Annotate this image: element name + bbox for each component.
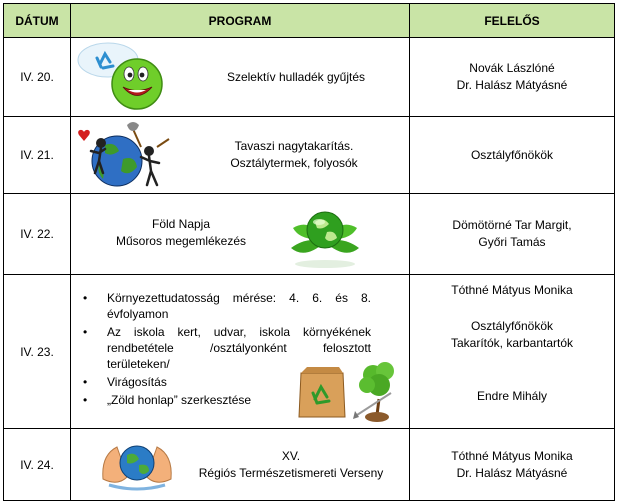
table-row — [4, 194, 615, 275]
program-table — [3, 3, 615, 501]
date-cell: IV. 22. — [4, 194, 71, 275]
program-cell — [71, 117, 410, 194]
responsible-name: Tóthné Mátyus Monika — [451, 283, 573, 297]
recycling-smiley-icon — [75, 40, 175, 112]
date-cell: IV. 23. — [4, 275, 71, 429]
program-line: Osztálytermek, folyosók — [230, 156, 358, 170]
responsible-cell — [410, 429, 615, 501]
responsible-name: Osztályfőnökök — [470, 147, 554, 162]
table-row — [4, 275, 615, 429]
program-text — [81, 216, 281, 250]
program-line: Műsoros megemlékezés — [115, 234, 247, 248]
header-responsible: FELELŐS — [410, 4, 615, 38]
responsible-name: Takarítók, karbantartók — [450, 336, 574, 350]
program-line: Tavaszi nagytakarítás. — [234, 139, 354, 153]
responsible-name: Dr. Halász Mátyásné — [456, 465, 568, 480]
responsible-name: Dr. Halász Mátyásné — [456, 78, 568, 92]
program-text: Szelektív hulladék gyűjtés — [226, 70, 366, 84]
table-row — [4, 38, 615, 117]
header-date: DÁTUM — [4, 4, 71, 38]
responsible-cell — [410, 194, 615, 275]
responsible-cell — [410, 275, 615, 429]
date-cell: IV. 20. — [4, 38, 71, 117]
list-item: • „Zöld honlap” szerkesztése — [71, 392, 371, 408]
program-text — [191, 448, 391, 482]
program-line: XV. — [281, 449, 301, 463]
responsible-name: Novák Lászlóné — [469, 61, 555, 75]
responsible-cell — [410, 38, 615, 117]
program-text — [189, 138, 399, 172]
responsible-name: Osztályfőnökök — [470, 319, 554, 333]
header-program: PROGRAM — [71, 4, 410, 38]
list-item: • Az iskola kert, udvar, iskola környékének rendbetétele /osztályonként felosztott területeken/ — [71, 324, 371, 372]
recycle-bag-tree-icon — [293, 353, 405, 423]
responsible-name: Dömötörné Tar Margit, — [452, 218, 572, 232]
date-cell: IV. 24. — [4, 429, 71, 501]
earth-cleaning-figures-icon — [75, 121, 175, 189]
program-cell — [71, 275, 410, 429]
table-row — [4, 429, 615, 501]
list-item: • Virágosítás — [71, 374, 371, 390]
program-cell — [71, 429, 410, 501]
program-cell — [71, 194, 410, 275]
program-line: Föld Napja — [151, 217, 211, 231]
responsible-cell — [410, 117, 615, 194]
responsible-name: Győri Tamás — [478, 235, 546, 249]
program-cell — [71, 38, 410, 117]
globe-in-hands-icon — [99, 435, 175, 493]
program-line: Régiós Természetismereti Verseny — [198, 466, 384, 480]
responsible-name: Endre Mihály — [476, 389, 548, 403]
green-globe-leaves-icon — [283, 198, 367, 270]
table-row — [4, 117, 615, 194]
list-item: • Környezettudatosság mérése: 4. 6. és 8. évfolyamon — [71, 290, 371, 322]
responsible-name: Tóthné Mátyus Monika — [451, 448, 573, 463]
date-cell: IV. 21. — [4, 117, 71, 194]
header-row — [4, 4, 615, 38]
